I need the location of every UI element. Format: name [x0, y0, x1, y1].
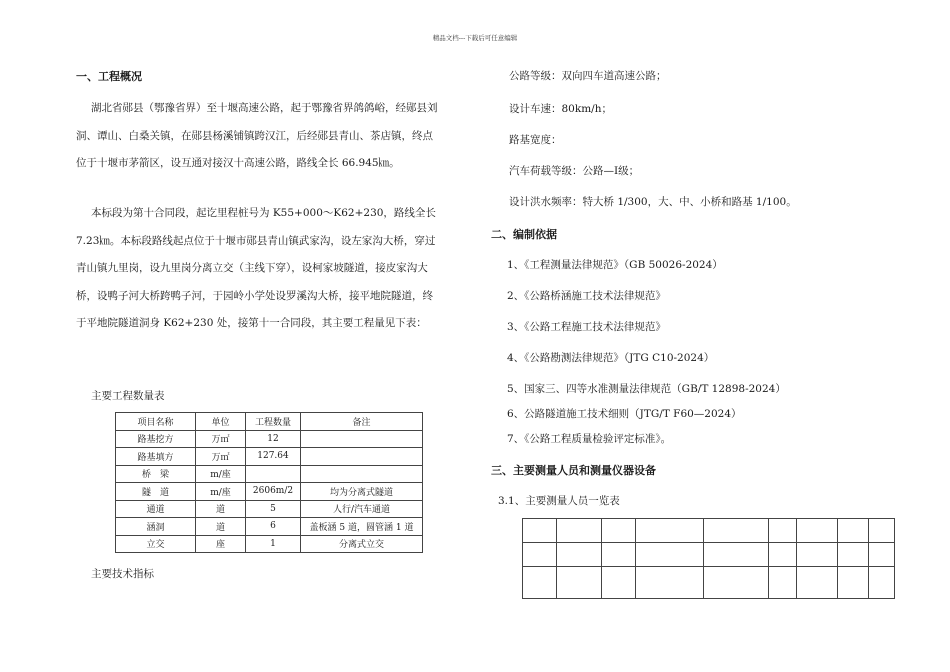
- header-cell: 单位: [196, 413, 246, 431]
- table-cell: 道: [196, 500, 246, 518]
- paragraph-line: 桥，设鸭子河大桥跨鸭子河，于园岭小学处设罗溪沟大桥，接平地院隧道，终: [76, 289, 433, 302]
- table-cell: [797, 519, 838, 543]
- table-cell: 1: [246, 535, 301, 553]
- table-row: [116, 500, 423, 518]
- table-cell: [301, 448, 423, 466]
- table-cell: [869, 543, 895, 567]
- table-cell: [838, 567, 869, 599]
- paragraph-line: 7.23㎞。本标段路线起点位于十堰市郧县青山镇武家沟，设左家沟大桥，穿过: [76, 234, 436, 247]
- table-cell: [557, 543, 602, 567]
- quantity-table: [115, 412, 423, 553]
- section-3-heading: 三、主要测量人员和测量仪器设备: [491, 464, 656, 477]
- tech-indicators-title: 主要技术指标: [91, 568, 154, 580]
- table-cell: [246, 465, 301, 483]
- table-cell: [869, 567, 895, 599]
- paragraph-line: 青山镇九里岗，设九里岗分离立交（主线下穿），设柯家坡隧道，接皮家沟大: [76, 262, 428, 274]
- header-cell: 备注: [301, 413, 423, 431]
- table-cell: [636, 519, 704, 543]
- table-cell: 盖板涵 5 道，圆管涵 1 道: [301, 518, 423, 536]
- table-cell: [523, 543, 557, 567]
- quantity-table-title: 主要工程数量表: [91, 390, 165, 402]
- header-cell: 项目名称: [116, 413, 196, 431]
- table-cell: m/座: [196, 465, 246, 483]
- table-cell: 127.64: [246, 448, 301, 466]
- paragraph-line: 本标段为第十合同段，起讫里程桩号为 K55+000～K62+230，路线全长: [91, 207, 436, 219]
- basis-item: 6、公路隧道施工技术细则（JTG/T F60—2024）: [507, 408, 742, 420]
- table-cell: 万㎡: [196, 430, 246, 448]
- basis-item: 3、《公路工程施工技术法律规范》: [507, 321, 666, 333]
- table-cell: 座: [196, 535, 246, 553]
- table-cell: 万㎡: [196, 448, 246, 466]
- spec-design-speed: 设计车速：80km/h；: [509, 103, 612, 115]
- table-cell: 2606m/2: [246, 483, 301, 501]
- table-row: [523, 543, 895, 567]
- spec-vehicle-load: 汽车荷载等级：公路—Ⅰ级；: [509, 165, 640, 177]
- table-row: [116, 430, 423, 448]
- basis-item: 1、《工程测量法律规范》（GB 50026-2024）: [507, 259, 723, 271]
- table-cell: [838, 519, 869, 543]
- paragraph-line: 湖北省郧县（鄂豫省界）至十堰高速公路，起于鄂豫省界鸽鸽峪，经郧县刘: [91, 102, 438, 114]
- table-cell: [602, 543, 636, 567]
- table-cell: 通道: [116, 500, 196, 518]
- spec-flood-frequency: 设计洪水频率：特大桥 1/300，大、中、小桥和路基 1/100。: [509, 196, 797, 208]
- table-cell: [769, 543, 797, 567]
- spec-road-grade: 公路等级：双向四车道高速公路；: [509, 70, 667, 82]
- table-cell: [769, 567, 797, 599]
- table-cell: 道: [196, 518, 246, 536]
- table-cell: 立交: [116, 535, 196, 553]
- table-cell: [602, 519, 636, 543]
- table-cell: [704, 567, 769, 599]
- table-row: [116, 448, 423, 466]
- table-cell: [704, 519, 769, 543]
- table-cell: [523, 519, 557, 543]
- table-cell: [301, 465, 423, 483]
- table-cell: 涵洞: [116, 518, 196, 536]
- table-cell: [797, 567, 838, 599]
- table-row: [116, 535, 423, 553]
- table-cell: 5: [246, 500, 301, 518]
- table-row: [523, 519, 895, 543]
- table-cell: [301, 430, 423, 448]
- table-cell: [557, 519, 602, 543]
- table-cell: [636, 567, 704, 599]
- table-header-row: [116, 413, 423, 431]
- basis-item: 2、《公路桥涵施工技术法律规范》: [507, 290, 666, 302]
- table-cell: [557, 567, 602, 599]
- staff-table-title: 3.1、主要测量人员一览表: [498, 495, 620, 507]
- table-cell: 路基填方: [116, 448, 196, 466]
- table-cell: 人行/汽车通道: [301, 500, 423, 518]
- paragraph-line: 于平地院隧道洞身 K62+230 处，接第十一合同段，其主要工程量见下表：: [76, 317, 427, 329]
- basis-item: 5、国家三、四等水准测量法律规范（GB/T 12898-2024）: [507, 383, 786, 395]
- spec-roadbed-width: 路基宽度：: [509, 134, 562, 146]
- staff-table: [522, 518, 895, 599]
- table-cell: [704, 543, 769, 567]
- table-cell: 分离式立交: [301, 535, 423, 553]
- table-cell: [797, 543, 838, 567]
- basis-item: 4、《公路勘测法律规范》（JTG C10-2024）: [507, 352, 715, 364]
- table-cell: [602, 567, 636, 599]
- table-cell: 路基挖方: [116, 430, 196, 448]
- table-cell: [838, 543, 869, 567]
- overview-paragraph-1: [76, 95, 438, 178]
- basis-item: 7、《公路工程质量检验评定标准》。: [507, 433, 672, 445]
- table-row: [523, 567, 895, 599]
- table-cell: 桥 梁: [116, 465, 196, 483]
- table-cell: [869, 519, 895, 543]
- table-row: [116, 518, 423, 536]
- table-cell: [636, 543, 704, 567]
- table-cell: 12: [246, 430, 301, 448]
- paragraph-line: 位于十堰市茅箭区，设互通对接汉十高速公路，路线全长 66.945㎞。: [76, 157, 400, 169]
- page-header: 精品文档---下载后可任意编辑: [432, 34, 518, 42]
- table-cell: 隧 道: [116, 483, 196, 501]
- table-row: [116, 483, 423, 501]
- table-row: [116, 465, 423, 483]
- table-cell: 均为分离式隧道: [301, 483, 423, 501]
- paragraph-line: 洞、谭山、白桑关镇，在郧县杨溪铺镇跨汉江，后经郧县青山、茶店镇，终点: [76, 129, 433, 142]
- table-cell: 6: [246, 518, 301, 536]
- header-cell: 工程数量: [246, 413, 301, 431]
- section-1-heading: 一、工程概况: [76, 70, 142, 83]
- section-2-heading: 二、编制依据: [491, 228, 557, 241]
- overview-paragraph-2: [76, 200, 436, 338]
- table-cell: [769, 519, 797, 543]
- table-cell: [523, 567, 557, 599]
- table-cell: m/座: [196, 483, 246, 501]
